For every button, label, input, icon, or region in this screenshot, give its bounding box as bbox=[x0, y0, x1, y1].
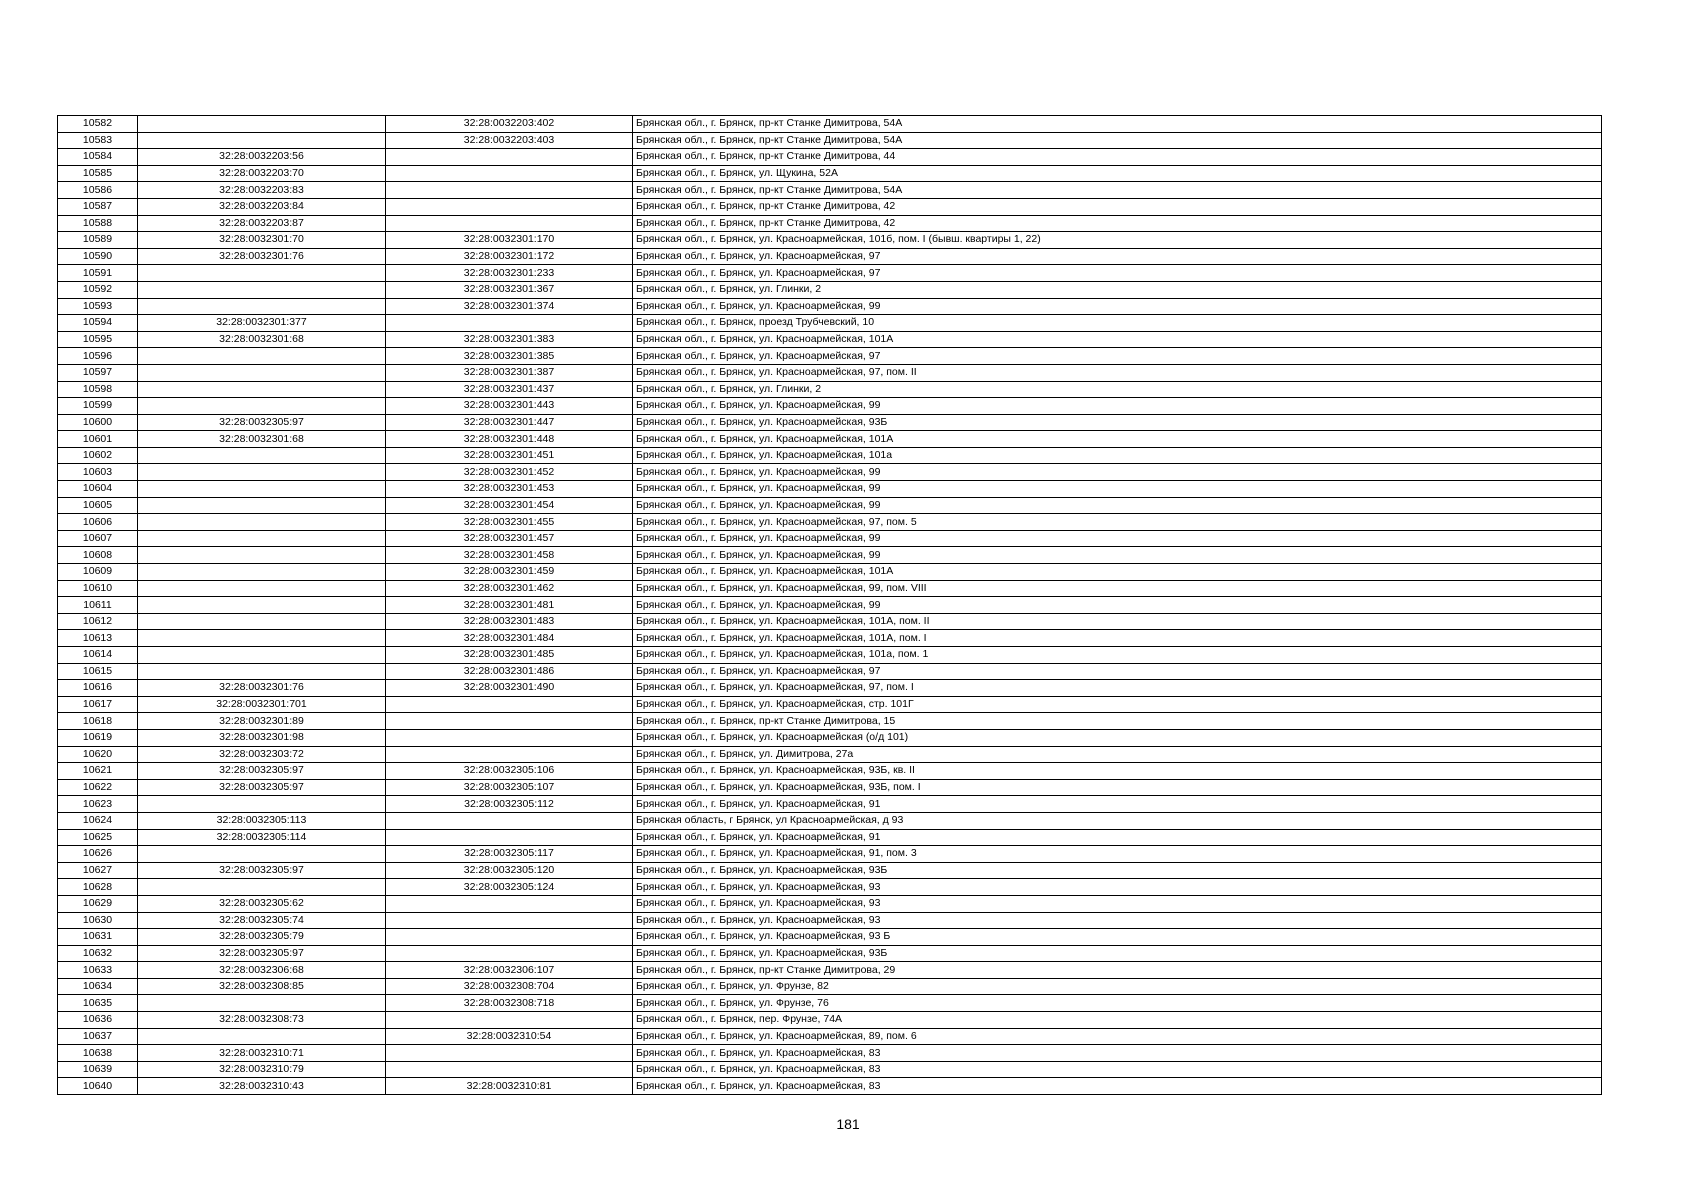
land-plot-cadastral-number-cell: 32:28:0032305:113 bbox=[138, 812, 386, 829]
table-row bbox=[58, 779, 1602, 796]
address-cell: Брянская обл., г. Брянск, ул. Красноармейская, 99, пом. VIII bbox=[633, 580, 1602, 597]
table-row bbox=[58, 149, 1602, 166]
land-plot-cadastral-number-cell: 32:28:0032301:68 bbox=[138, 431, 386, 448]
object-cadastral-number-cell: 32:28:0032310:81 bbox=[386, 1078, 633, 1095]
address-cell: Брянская обл., г. Брянск, ул. Красноармейская, 97 bbox=[633, 663, 1602, 680]
row-number-cell: 10631 bbox=[58, 929, 138, 946]
object-cadastral-number-cell bbox=[386, 895, 633, 912]
object-cadastral-number-cell bbox=[386, 215, 633, 232]
row-number-cell: 10638 bbox=[58, 1045, 138, 1062]
object-cadastral-number-cell: 32:28:0032301:490 bbox=[386, 680, 633, 697]
address-cell: Брянская обл., г. Брянск, пр-кт Станке Димитрова, 44 bbox=[633, 149, 1602, 166]
object-cadastral-number-cell bbox=[386, 165, 633, 182]
row-number-cell: 10599 bbox=[58, 398, 138, 415]
object-cadastral-number-cell bbox=[386, 929, 633, 946]
address-cell: Брянская обл., г. Брянск, ул. Красноармейская, 83 bbox=[633, 1078, 1602, 1095]
address-cell: Брянская обл., г. Брянск, ул. Глинки, 2 bbox=[633, 281, 1602, 298]
land-plot-cadastral-number-cell: 32:28:0032310:71 bbox=[138, 1045, 386, 1062]
land-plot-cadastral-number-cell bbox=[138, 481, 386, 498]
table-row bbox=[58, 530, 1602, 547]
address-cell: Брянская обл., г. Брянск, ул. Красноармейская, 99 bbox=[633, 398, 1602, 415]
address-cell: Брянская обл., г. Брянск, ул. Красноармейская, 93 bbox=[633, 879, 1602, 896]
object-cadastral-number-cell: 32:28:0032301:385 bbox=[386, 348, 633, 365]
land-plot-cadastral-number-cell bbox=[138, 796, 386, 813]
object-cadastral-number-cell bbox=[386, 746, 633, 763]
address-cell: Брянская обл., г. Брянск, ул. Красноармейская, 93 Б bbox=[633, 929, 1602, 946]
table-row bbox=[58, 1061, 1602, 1078]
land-plot-cadastral-number-cell: 32:28:0032203:83 bbox=[138, 182, 386, 199]
table-row bbox=[58, 198, 1602, 215]
table-row bbox=[58, 945, 1602, 962]
table-row bbox=[58, 1028, 1602, 1045]
table-row bbox=[58, 929, 1602, 946]
table-row bbox=[58, 132, 1602, 149]
object-cadastral-number-cell: 32:28:0032301:457 bbox=[386, 530, 633, 547]
table-row bbox=[58, 281, 1602, 298]
object-cadastral-number-cell bbox=[386, 1045, 633, 1062]
row-number-cell: 10592 bbox=[58, 281, 138, 298]
address-cell: Брянская обл., г. Брянск, ул. Красноармейская, 89, пом. 6 bbox=[633, 1028, 1602, 1045]
row-number-cell: 10597 bbox=[58, 364, 138, 381]
table-row bbox=[58, 364, 1602, 381]
table-row bbox=[58, 995, 1602, 1012]
address-cell: Брянская обл., г. Брянск, ул. Красноармейская, 101а, пом. 1 bbox=[633, 647, 1602, 664]
object-cadastral-number-cell bbox=[386, 812, 633, 829]
address-cell: Брянская обл., г. Брянск, ул. Красноармейская, 101А bbox=[633, 431, 1602, 448]
address-cell: Брянская обл., г. Брянск, ул. Красноармейская, 91 bbox=[633, 829, 1602, 846]
land-plot-cadastral-number-cell: 32:28:0032301:98 bbox=[138, 729, 386, 746]
address-cell: Брянская обл., г. Брянск, ул. Красноармейская, 101А bbox=[633, 564, 1602, 581]
row-number-cell: 10584 bbox=[58, 149, 138, 166]
object-cadastral-number-cell bbox=[386, 945, 633, 962]
address-cell: Брянская обл., г. Брянск, пр-кт Станке Димитрова, 29 bbox=[633, 962, 1602, 979]
address-cell: Брянская обл., г. Брянск, ул. Красноармейская, 97, пом. I bbox=[633, 680, 1602, 697]
table-row bbox=[58, 431, 1602, 448]
land-plot-cadastral-number-cell bbox=[138, 497, 386, 514]
address-cell: Брянская обл., г. Брянск, ул. Красноармейская, 99 bbox=[633, 547, 1602, 564]
address-cell: Брянская обл., г. Брянск, ул. Красноармейская, 99 bbox=[633, 497, 1602, 514]
object-cadastral-number-cell: 32:28:0032301:452 bbox=[386, 464, 633, 481]
row-number-cell: 10626 bbox=[58, 846, 138, 863]
address-cell: Брянская обл., г. Брянск, ул. Димитрова, 27а bbox=[633, 746, 1602, 763]
row-number-cell: 10594 bbox=[58, 315, 138, 332]
table-row bbox=[58, 630, 1602, 647]
row-number-cell: 10589 bbox=[58, 232, 138, 249]
row-number-cell: 10587 bbox=[58, 198, 138, 215]
land-plot-cadastral-number-cell: 32:28:0032305:97 bbox=[138, 945, 386, 962]
table-row bbox=[58, 248, 1602, 265]
row-number-cell: 10609 bbox=[58, 564, 138, 581]
land-plot-cadastral-number-cell bbox=[138, 464, 386, 481]
table-row bbox=[58, 862, 1602, 879]
row-number-cell: 10607 bbox=[58, 530, 138, 547]
row-number-cell: 10582 bbox=[58, 116, 138, 133]
land-plot-cadastral-number-cell bbox=[138, 265, 386, 282]
row-number-cell: 10606 bbox=[58, 514, 138, 531]
table-row bbox=[58, 182, 1602, 199]
object-cadastral-number-cell: 32:28:0032301:483 bbox=[386, 613, 633, 630]
row-number-cell: 10629 bbox=[58, 895, 138, 912]
row-number-cell: 10604 bbox=[58, 481, 138, 498]
object-cadastral-number-cell bbox=[386, 829, 633, 846]
land-plot-cadastral-number-cell: 32:28:0032303:72 bbox=[138, 746, 386, 763]
row-number-cell: 10611 bbox=[58, 597, 138, 614]
row-number-cell: 10608 bbox=[58, 547, 138, 564]
address-cell: Брянская обл., г. Брянск, ул. Красноармейская, 97, пом. 5 bbox=[633, 514, 1602, 531]
land-plot-cadastral-number-cell bbox=[138, 846, 386, 863]
table-row bbox=[58, 1078, 1602, 1095]
land-plot-cadastral-number-cell bbox=[138, 298, 386, 315]
land-plot-cadastral-number-cell bbox=[138, 630, 386, 647]
address-cell: Брянская обл., г. Брянск, ул. Красноармейская, 99 bbox=[633, 530, 1602, 547]
object-cadastral-number-cell: 32:28:0032301:172 bbox=[386, 248, 633, 265]
land-plot-cadastral-number-cell bbox=[138, 116, 386, 133]
table-row bbox=[58, 580, 1602, 597]
row-number-cell: 10627 bbox=[58, 862, 138, 879]
address-cell: Брянская обл., г. Брянск, пр-кт Станке Димитрова, 42 bbox=[633, 198, 1602, 215]
table-row bbox=[58, 381, 1602, 398]
address-cell: Брянская обл., г. Брянск, ул. Красноармейская, 101а bbox=[633, 447, 1602, 464]
land-plot-cadastral-number-cell: 32:28:0032301:68 bbox=[138, 331, 386, 348]
row-number-cell: 10625 bbox=[58, 829, 138, 846]
address-cell: Брянская обл., г. Брянск, ул. Фрунзе, 76 bbox=[633, 995, 1602, 1012]
land-plot-cadastral-number-cell: 32:28:0032305:97 bbox=[138, 862, 386, 879]
row-number-cell: 10639 bbox=[58, 1061, 138, 1078]
table-body bbox=[58, 116, 1602, 1095]
object-cadastral-number-cell: 32:28:0032301:462 bbox=[386, 580, 633, 597]
row-number-cell: 10614 bbox=[58, 647, 138, 664]
land-plot-cadastral-number-cell: 32:28:0032310:79 bbox=[138, 1061, 386, 1078]
land-plot-cadastral-number-cell: 32:28:0032305:62 bbox=[138, 895, 386, 912]
object-cadastral-number-cell: 32:28:0032305:107 bbox=[386, 779, 633, 796]
row-number-cell: 10636 bbox=[58, 1012, 138, 1029]
table-row bbox=[58, 215, 1602, 232]
object-cadastral-number-cell: 32:28:0032301:451 bbox=[386, 447, 633, 464]
table-row bbox=[58, 348, 1602, 365]
address-cell: Брянская обл., г. Брянск, ул. Глинки, 2 bbox=[633, 381, 1602, 398]
row-number-cell: 10630 bbox=[58, 912, 138, 929]
table-row bbox=[58, 613, 1602, 630]
land-plot-cadastral-number-cell: 32:28:0032305:79 bbox=[138, 929, 386, 946]
table-row bbox=[58, 514, 1602, 531]
table-row bbox=[58, 447, 1602, 464]
object-cadastral-number-cell: 32:28:0032301:448 bbox=[386, 431, 633, 448]
row-number-cell: 10618 bbox=[58, 713, 138, 730]
land-plot-cadastral-number-cell: 32:28:0032203:70 bbox=[138, 165, 386, 182]
table-row bbox=[58, 729, 1602, 746]
land-plot-cadastral-number-cell: 32:28:0032308:73 bbox=[138, 1012, 386, 1029]
object-cadastral-number-cell bbox=[386, 182, 633, 199]
land-plot-cadastral-number-cell: 32:28:0032203:87 bbox=[138, 215, 386, 232]
land-plot-cadastral-number-cell: 32:28:0032308:85 bbox=[138, 978, 386, 995]
row-number-cell: 10591 bbox=[58, 265, 138, 282]
object-cadastral-number-cell: 32:28:0032308:718 bbox=[386, 995, 633, 1012]
land-plot-cadastral-number-cell: 32:28:0032301:377 bbox=[138, 315, 386, 332]
address-cell: Брянская обл., г. Брянск, ул. Красноармейская, 97 bbox=[633, 265, 1602, 282]
land-plot-cadastral-number-cell bbox=[138, 281, 386, 298]
table-row bbox=[58, 746, 1602, 763]
object-cadastral-number-cell: 32:28:0032301:447 bbox=[386, 414, 633, 431]
address-cell: Брянская обл., г. Брянск, ул. Красноармейская, 93Б bbox=[633, 862, 1602, 879]
table-row bbox=[58, 647, 1602, 664]
row-number-cell: 10634 bbox=[58, 978, 138, 995]
address-cell: Брянская обл., г. Брянск, ул. Красноармейская, 97, пом. II bbox=[633, 364, 1602, 381]
land-plot-cadastral-number-cell bbox=[138, 613, 386, 630]
object-cadastral-number-cell: 32:28:0032301:459 bbox=[386, 564, 633, 581]
land-plot-cadastral-number-cell bbox=[138, 1028, 386, 1045]
table-row bbox=[58, 680, 1602, 697]
land-plot-cadastral-number-cell bbox=[138, 348, 386, 365]
row-number-cell: 10590 bbox=[58, 248, 138, 265]
address-cell: Брянская обл., г. Брянск, проезд Трубчевский, 10 bbox=[633, 315, 1602, 332]
table-row bbox=[58, 597, 1602, 614]
land-plot-cadastral-number-cell bbox=[138, 514, 386, 531]
address-cell: Брянская обл., г. Брянск, пр-кт Станке Димитрова, 42 bbox=[633, 215, 1602, 232]
land-plot-cadastral-number-cell bbox=[138, 663, 386, 680]
object-cadastral-number-cell: 32:28:0032301:374 bbox=[386, 298, 633, 315]
object-cadastral-number-cell bbox=[386, 1012, 633, 1029]
row-number-cell: 10588 bbox=[58, 215, 138, 232]
table-row bbox=[58, 547, 1602, 564]
address-cell: Брянская обл., г. Брянск, ул. Красноармейская, 101А, пом. II bbox=[633, 613, 1602, 630]
row-number-cell: 10628 bbox=[58, 879, 138, 896]
row-number-cell: 10602 bbox=[58, 447, 138, 464]
object-cadastral-number-cell: 32:28:0032305:106 bbox=[386, 763, 633, 780]
object-cadastral-number-cell: 32:28:0032301:453 bbox=[386, 481, 633, 498]
object-cadastral-number-cell: 32:28:0032308:704 bbox=[386, 978, 633, 995]
row-number-cell: 10624 bbox=[58, 812, 138, 829]
land-plot-cadastral-number-cell bbox=[138, 647, 386, 664]
land-plot-cadastral-number-cell bbox=[138, 564, 386, 581]
table-row bbox=[58, 796, 1602, 813]
land-plot-cadastral-number-cell: 32:28:0032305:74 bbox=[138, 912, 386, 929]
object-cadastral-number-cell bbox=[386, 1061, 633, 1078]
table-row bbox=[58, 1012, 1602, 1029]
object-cadastral-number-cell: 32:28:0032305:120 bbox=[386, 862, 633, 879]
row-number-cell: 10603 bbox=[58, 464, 138, 481]
object-cadastral-number-cell bbox=[386, 729, 633, 746]
object-cadastral-number-cell bbox=[386, 696, 633, 713]
address-cell: Брянская обл., г. Брянск, пер. Фрунзе, 74А bbox=[633, 1012, 1602, 1029]
address-cell: Брянская обл., г. Брянск, ул. Красноармейская, 101А, пом. I bbox=[633, 630, 1602, 647]
address-cell: Брянская обл., г. Брянск, ул. Красноармейская, 91, пом. 3 bbox=[633, 846, 1602, 863]
land-plot-cadastral-number-cell bbox=[138, 879, 386, 896]
object-cadastral-number-cell: 32:28:0032305:124 bbox=[386, 879, 633, 896]
address-cell: Брянская обл., г. Брянск, ул. Красноармейская, 99 bbox=[633, 298, 1602, 315]
row-number-cell: 10640 bbox=[58, 1078, 138, 1095]
table-row bbox=[58, 464, 1602, 481]
land-plot-cadastral-number-cell: 32:28:0032301:76 bbox=[138, 248, 386, 265]
land-plot-cadastral-number-cell: 32:28:0032305:97 bbox=[138, 763, 386, 780]
land-plot-cadastral-number-cell: 32:28:0032305:114 bbox=[138, 829, 386, 846]
table-row bbox=[58, 497, 1602, 514]
land-plot-cadastral-number-cell bbox=[138, 447, 386, 464]
address-cell: Брянская обл., г. Брянск, ул. Красноармейская, стр. 101Г bbox=[633, 696, 1602, 713]
object-cadastral-number-cell: 32:28:0032301:455 bbox=[386, 514, 633, 531]
land-plot-cadastral-number-cell bbox=[138, 580, 386, 597]
land-plot-cadastral-number-cell: 32:28:0032305:97 bbox=[138, 779, 386, 796]
address-cell: Брянская обл., г. Брянск, ул. Красноармейская, 97 bbox=[633, 348, 1602, 365]
address-cell: Брянская область, г Брянск, ул Красноармейская, д 93 bbox=[633, 812, 1602, 829]
row-number-cell: 10633 bbox=[58, 962, 138, 979]
land-plot-cadastral-number-cell: 32:28:0032310:43 bbox=[138, 1078, 386, 1095]
object-cadastral-number-cell bbox=[386, 713, 633, 730]
address-cell: Брянская обл., г. Брянск, ул. Красноармейская, 93Б bbox=[633, 945, 1602, 962]
address-cell: Брянская обл., г. Брянск, ул. Красноармейская, 99 bbox=[633, 481, 1602, 498]
row-number-cell: 10593 bbox=[58, 298, 138, 315]
address-cell: Брянская обл., г. Брянск, ул. Красноармейская, 83 bbox=[633, 1061, 1602, 1078]
land-plot-cadastral-number-cell: 32:28:0032305:97 bbox=[138, 414, 386, 431]
address-cell: Брянская обл., г. Брянск, ул. Красноармейская, 99 bbox=[633, 464, 1602, 481]
address-cell: Брянская обл., г. Брянск, ул. Красноармейская (о/д 101) bbox=[633, 729, 1602, 746]
row-number-cell: 10635 bbox=[58, 995, 138, 1012]
land-plot-cadastral-number-cell: 32:28:0032203:84 bbox=[138, 198, 386, 215]
object-cadastral-number-cell: 32:28:0032306:107 bbox=[386, 962, 633, 979]
row-number-cell: 10622 bbox=[58, 779, 138, 796]
row-number-cell: 10615 bbox=[58, 663, 138, 680]
row-number-cell: 10637 bbox=[58, 1028, 138, 1045]
land-plot-cadastral-number-cell: 32:28:0032203:56 bbox=[138, 149, 386, 166]
address-cell: Брянская обл., г. Брянск, пр-кт Станке Димитрова, 54А bbox=[633, 182, 1602, 199]
object-cadastral-number-cell: 32:28:0032305:112 bbox=[386, 796, 633, 813]
table-row bbox=[58, 962, 1602, 979]
row-number-cell: 10595 bbox=[58, 331, 138, 348]
table-row bbox=[58, 895, 1602, 912]
land-plot-cadastral-number-cell: 32:28:0032301:70 bbox=[138, 232, 386, 249]
land-plot-cadastral-number-cell bbox=[138, 995, 386, 1012]
row-number-cell: 10616 bbox=[58, 680, 138, 697]
address-cell: Брянская обл., г. Брянск, ул. Красноармейская, 91 bbox=[633, 796, 1602, 813]
land-plot-cadastral-number-cell: 32:28:0032301:89 bbox=[138, 713, 386, 730]
table-row bbox=[58, 978, 1602, 995]
table-row bbox=[58, 298, 1602, 315]
table-row bbox=[58, 232, 1602, 249]
row-number-cell: 10586 bbox=[58, 182, 138, 199]
object-cadastral-number-cell: 32:28:0032301:485 bbox=[386, 647, 633, 664]
table-row bbox=[58, 116, 1602, 133]
address-cell: Брянская обл., г. Брянск, ул. Красноармейская, 99 bbox=[633, 597, 1602, 614]
object-cadastral-number-cell: 32:28:0032301:233 bbox=[386, 265, 633, 282]
object-cadastral-number-cell: 32:28:0032203:403 bbox=[386, 132, 633, 149]
table-row bbox=[58, 846, 1602, 863]
table-row bbox=[58, 912, 1602, 929]
object-cadastral-number-cell: 32:28:0032301:458 bbox=[386, 547, 633, 564]
address-cell: Брянская обл., г. Брянск, ул. Щукина, 52А bbox=[633, 165, 1602, 182]
table-row bbox=[58, 398, 1602, 415]
object-cadastral-number-cell: 32:28:0032203:402 bbox=[386, 116, 633, 133]
land-plot-cadastral-number-cell: 32:28:0032301:76 bbox=[138, 680, 386, 697]
address-cell: Брянская обл., г. Брянск, пр-кт Станке Димитрова, 54А bbox=[633, 132, 1602, 149]
table-row bbox=[58, 315, 1602, 332]
object-cadastral-number-cell: 32:28:0032305:117 bbox=[386, 846, 633, 863]
address-cell: Брянская обл., г. Брянск, ул. Красноармейская, 101А bbox=[633, 331, 1602, 348]
table-row bbox=[58, 331, 1602, 348]
address-cell: Брянская обл., г. Брянск, ул. Красноармейская, 83 bbox=[633, 1045, 1602, 1062]
cadastral-table bbox=[57, 115, 1602, 1095]
object-cadastral-number-cell: 32:28:0032310:54 bbox=[386, 1028, 633, 1045]
row-number-cell: 10585 bbox=[58, 165, 138, 182]
object-cadastral-number-cell: 32:28:0032301:484 bbox=[386, 630, 633, 647]
object-cadastral-number-cell bbox=[386, 198, 633, 215]
address-cell: Брянская обл., г. Брянск, ул. Красноармейская, 93 bbox=[633, 912, 1602, 929]
row-number-cell: 10613 bbox=[58, 630, 138, 647]
land-plot-cadastral-number-cell bbox=[138, 132, 386, 149]
address-cell: Брянская обл., г. Брянск, ул. Красноармейская, 93 bbox=[633, 895, 1602, 912]
object-cadastral-number-cell: 32:28:0032301:170 bbox=[386, 232, 633, 249]
row-number-cell: 10601 bbox=[58, 431, 138, 448]
row-number-cell: 10596 bbox=[58, 348, 138, 365]
address-cell: Брянская обл., г. Брянск, ул. Красноармейская, 93Б, пом. I bbox=[633, 779, 1602, 796]
object-cadastral-number-cell: 32:28:0032301:481 bbox=[386, 597, 633, 614]
object-cadastral-number-cell: 32:28:0032301:383 bbox=[386, 331, 633, 348]
row-number-cell: 10620 bbox=[58, 746, 138, 763]
object-cadastral-number-cell: 32:28:0032301:486 bbox=[386, 663, 633, 680]
table-row bbox=[58, 812, 1602, 829]
row-number-cell: 10600 bbox=[58, 414, 138, 431]
table-row bbox=[58, 879, 1602, 896]
address-cell: Брянская обл., г. Брянск, ул. Красноармейская, 93Б, кв. II bbox=[633, 763, 1602, 780]
land-plot-cadastral-number-cell bbox=[138, 547, 386, 564]
object-cadastral-number-cell: 32:28:0032301:454 bbox=[386, 497, 633, 514]
table-row bbox=[58, 564, 1602, 581]
object-cadastral-number-cell bbox=[386, 912, 633, 929]
page-number: 181 bbox=[836, 1116, 860, 1132]
object-cadastral-number-cell bbox=[386, 149, 633, 166]
object-cadastral-number-cell: 32:28:0032301:437 bbox=[386, 381, 633, 398]
object-cadastral-number-cell: 32:28:0032301:367 bbox=[386, 281, 633, 298]
table-row bbox=[58, 763, 1602, 780]
address-cell: Брянская обл., г. Брянск, ул. Фрунзе, 82 bbox=[633, 978, 1602, 995]
row-number-cell: 10621 bbox=[58, 763, 138, 780]
row-number-cell: 10617 bbox=[58, 696, 138, 713]
address-cell: Брянская обл., г. Брянск, ул. Красноармейская, 93Б bbox=[633, 414, 1602, 431]
land-plot-cadastral-number-cell bbox=[138, 381, 386, 398]
row-number-cell: 10583 bbox=[58, 132, 138, 149]
land-plot-cadastral-number-cell bbox=[138, 398, 386, 415]
object-cadastral-number-cell: 32:28:0032301:387 bbox=[386, 364, 633, 381]
table-row bbox=[58, 696, 1602, 713]
object-cadastral-number-cell: 32:28:0032301:443 bbox=[386, 398, 633, 415]
row-number-cell: 10605 bbox=[58, 497, 138, 514]
address-cell: Брянская обл., г. Брянск, ул. Красноармейская, 101б, пом. I (бывш. квартиры 1, 22) bbox=[633, 232, 1602, 249]
land-plot-cadastral-number-cell bbox=[138, 364, 386, 381]
table-row bbox=[58, 713, 1602, 730]
land-plot-cadastral-number-cell bbox=[138, 597, 386, 614]
land-plot-cadastral-number-cell: 32:28:0032301:701 bbox=[138, 696, 386, 713]
table-row bbox=[58, 265, 1602, 282]
address-cell: Брянская обл., г. Брянск, ул. Красноармейская, 97 bbox=[633, 248, 1602, 265]
land-plot-cadastral-number-cell bbox=[138, 530, 386, 547]
row-number-cell: 10623 bbox=[58, 796, 138, 813]
table-row bbox=[58, 663, 1602, 680]
row-number-cell: 10610 bbox=[58, 580, 138, 597]
row-number-cell: 10632 bbox=[58, 945, 138, 962]
table-row bbox=[58, 1045, 1602, 1062]
table-row bbox=[58, 165, 1602, 182]
row-number-cell: 10612 bbox=[58, 613, 138, 630]
row-number-cell: 10598 bbox=[58, 381, 138, 398]
row-number-cell: 10619 bbox=[58, 729, 138, 746]
table-row bbox=[58, 829, 1602, 846]
object-cadastral-number-cell bbox=[386, 315, 633, 332]
address-cell: Брянская обл., г. Брянск, пр-кт Станке Димитрова, 15 bbox=[633, 713, 1602, 730]
table-row bbox=[58, 414, 1602, 431]
land-plot-cadastral-number-cell: 32:28:0032306:68 bbox=[138, 962, 386, 979]
table-row bbox=[58, 481, 1602, 498]
address-cell: Брянская обл., г. Брянск, пр-кт Станке Димитрова, 54А bbox=[633, 116, 1602, 133]
